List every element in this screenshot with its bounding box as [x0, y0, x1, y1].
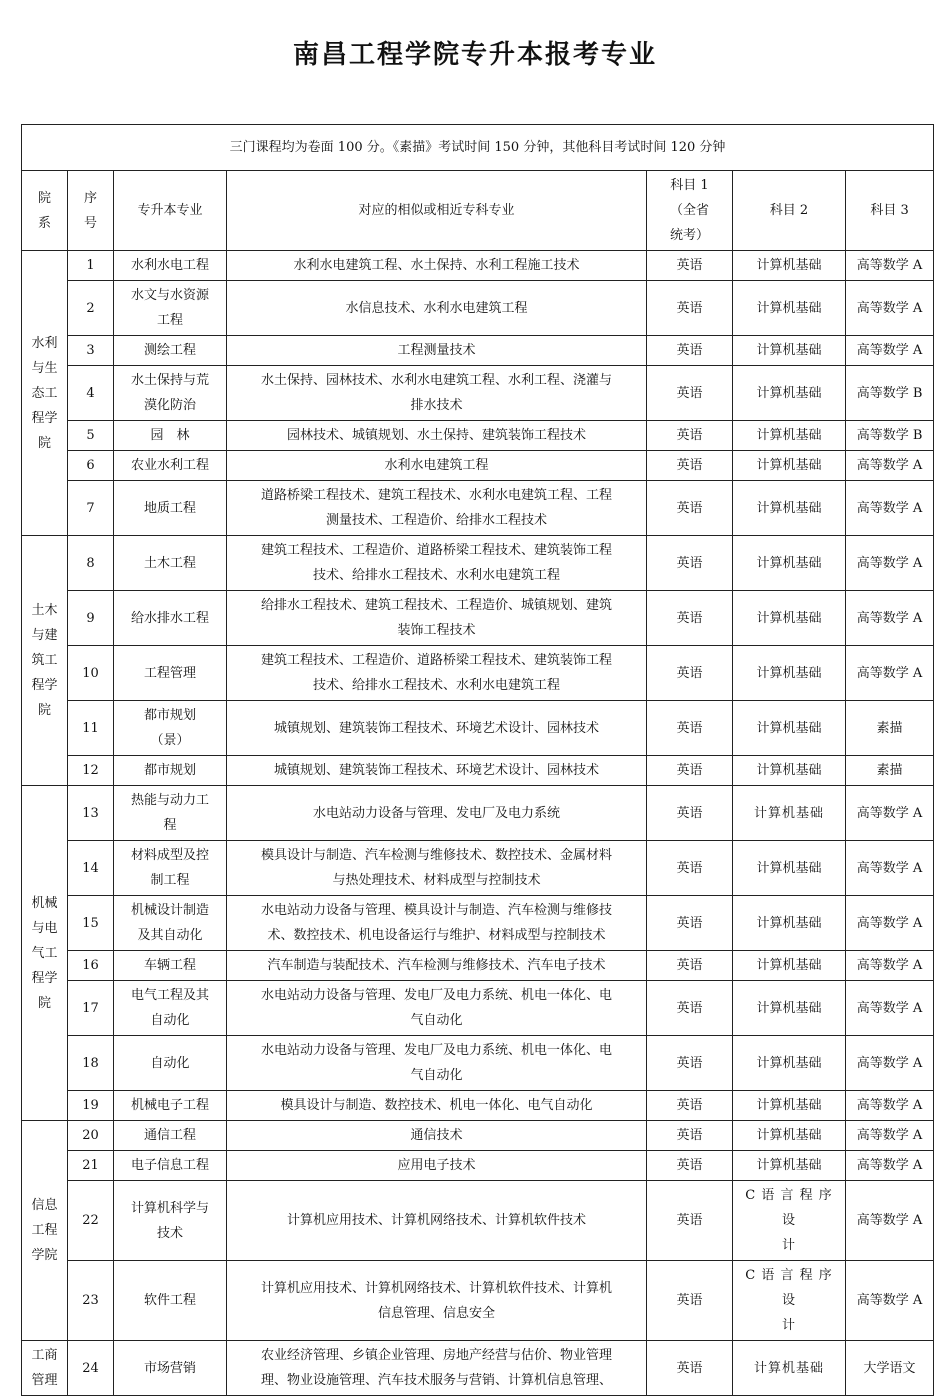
subject-2: 计算机基础 [733, 336, 846, 366]
subject-1: 英语 [647, 981, 733, 1036]
department-name: 机械 与电 气工 程学 院 [22, 786, 68, 1121]
page-title: 南昌工程学院专升本报考专业 [292, 40, 657, 70]
major-name: 电气工程及其 自动化 [114, 981, 227, 1036]
major-name: 自动化 [114, 1036, 227, 1091]
major-name: 市场营销 [114, 1341, 227, 1396]
major-name: 软件工程 [114, 1261, 227, 1341]
subject-1: 英语 [647, 1091, 733, 1121]
table-row [22, 536, 934, 591]
row-number: 18 [68, 1036, 114, 1091]
table-row [22, 481, 934, 536]
subject-3: 高等数学 A [846, 451, 934, 481]
row-number: 7 [68, 481, 114, 536]
row-number: 24 [68, 1341, 114, 1396]
header-dept: 院 系 [22, 171, 68, 251]
table-row [22, 951, 934, 981]
subject-1: 英语 [647, 951, 733, 981]
subject-2: 计算机基础 [733, 646, 846, 701]
row-number: 4 [68, 366, 114, 421]
subject-2: 计算机基础 [733, 981, 846, 1036]
subject-3: 高等数学 A [846, 1181, 934, 1261]
major-name: 园 林 [114, 421, 227, 451]
subject-2: 计算机基础 [733, 1121, 846, 1151]
header-num: 序 号 [68, 171, 114, 251]
row-number: 20 [68, 1121, 114, 1151]
subject-1: 英语 [647, 281, 733, 336]
table-row [22, 421, 934, 451]
row-number: 15 [68, 896, 114, 951]
subject-3: 高等数学 A [846, 281, 934, 336]
subject-1: 英语 [647, 786, 733, 841]
related-majors: 给排水工程技术、建筑工程技术、工程造价、城镇规划、建筑 装饰工程技术 [227, 591, 647, 646]
subject-1: 英语 [647, 1181, 733, 1261]
subject-3: 大学语文 [846, 1341, 934, 1396]
major-name: 热能与动力工 程 [114, 786, 227, 841]
major-name: 材料成型及控 制工程 [114, 841, 227, 896]
row-number: 10 [68, 646, 114, 701]
row-number: 23 [68, 1261, 114, 1341]
row-number: 22 [68, 1181, 114, 1261]
table-row [22, 366, 934, 421]
subject-2: 计算机基础 [733, 591, 846, 646]
subject-2: 计算机基础 [733, 281, 846, 336]
major-name: 工程管理 [114, 646, 227, 701]
major-name: 计算机科学与 技术 [114, 1181, 227, 1261]
subject-2: 计算机基础 [733, 896, 846, 951]
row-number: 17 [68, 981, 114, 1036]
subject-1: 英语 [647, 251, 733, 281]
majors-table [21, 124, 934, 1396]
major-name: 机械电子工程 [114, 1091, 227, 1121]
subject-1: 英语 [647, 756, 733, 786]
related-majors: 工程测量技术 [227, 336, 647, 366]
table-row [22, 451, 934, 481]
table-row [22, 896, 934, 951]
subject-3: 高等数学 A [846, 1121, 934, 1151]
subject-3: 高等数学 A [846, 251, 934, 281]
header-subject-1: 科目 1 （全省 统考） [647, 171, 733, 251]
table-row [22, 981, 934, 1036]
subject-1: 英语 [647, 1036, 733, 1091]
subject-1: 英语 [647, 336, 733, 366]
subject-2: 计算机基础 [733, 1036, 846, 1091]
subject-3: 高等数学 A [846, 336, 934, 366]
subject-3: 高等数学 A [846, 591, 934, 646]
subject-3: 高等数学 B [846, 366, 934, 421]
subject-1: 英语 [647, 366, 733, 421]
header-major: 专升本专业 [114, 171, 227, 251]
subject-3: 高等数学 A [846, 786, 934, 841]
major-name: 通信工程 [114, 1121, 227, 1151]
row-number: 3 [68, 336, 114, 366]
row-number: 21 [68, 1151, 114, 1181]
subject-2: 计算机基础 [733, 421, 846, 451]
exam-note: 三门课程均为卷面 100 分。《素描》考试时间 150 分钟，其他科目考试时间 120 分钟 [22, 125, 934, 171]
row-number: 12 [68, 756, 114, 786]
table-row [22, 251, 934, 281]
row-number: 1 [68, 251, 114, 281]
subject-2: 计算机基础 [733, 841, 846, 896]
subject-3: 素描 [846, 756, 934, 786]
subject-3: 高等数学 A [846, 896, 934, 951]
related-majors: 模具设计与制造、汽车检测与维修技术、数控技术、金属材料 与热处理技术、材料成型与控制技术 [227, 841, 647, 896]
subject-1: 英语 [647, 896, 733, 951]
subject-2: 计算机基础 [733, 1151, 846, 1181]
subject-2: 计算机基础 [733, 756, 846, 786]
table-row [22, 591, 934, 646]
related-majors: 水电站动力设备与管理、发电厂及电力系统、机电一体化、电 气自动化 [227, 1036, 647, 1091]
table-row [22, 1341, 934, 1396]
row-number: 5 [68, 421, 114, 451]
major-name: 土木工程 [114, 536, 227, 591]
major-name: 水利水电工程 [114, 251, 227, 281]
subject-2: 计算机基础 [733, 701, 846, 756]
related-majors: 汽车制造与装配技术、汽车检测与维修技术、汽车电子技术 [227, 951, 647, 981]
row-number: 6 [68, 451, 114, 481]
row-number: 11 [68, 701, 114, 756]
related-majors: 水利水电建筑工程、水土保持、水利工程施工技术 [227, 251, 647, 281]
row-number: 13 [68, 786, 114, 841]
subject-1: 英语 [647, 701, 733, 756]
department-name: 工商 管理 [22, 1341, 68, 1396]
table-row [22, 1036, 934, 1091]
subject-3: 高等数学 A [846, 1091, 934, 1121]
major-name: 机械设计制造 及其自动化 [114, 896, 227, 951]
table-row [22, 1091, 934, 1121]
major-name: 电子信息工程 [114, 1151, 227, 1181]
row-number: 14 [68, 841, 114, 896]
table-row [22, 701, 934, 756]
related-majors: 模具设计与制造、数控技术、机电一体化、电气自动化 [227, 1091, 647, 1121]
table-row [22, 1181, 934, 1261]
major-name: 都市规划 （景） [114, 701, 227, 756]
related-majors: 水信息技术、水利水电建筑工程 [227, 281, 647, 336]
subject-3: 高等数学 A [846, 841, 934, 896]
subject-3: 高等数学 A [846, 536, 934, 591]
subject-1: 英语 [647, 421, 733, 451]
subject-1: 英语 [647, 536, 733, 591]
subject-2: C 语 言 程 序 设 计 [733, 1261, 846, 1341]
related-majors: 园林技术、城镇规划、水土保持、建筑装饰工程技术 [227, 421, 647, 451]
related-majors: 水利水电建筑工程 [227, 451, 647, 481]
department-name: 水利 与生 态工 程学 院 [22, 251, 68, 536]
subject-2: 计算机基础 [733, 366, 846, 421]
related-majors: 水电站动力设备与管理、发电厂及电力系统、机电一体化、电 气自动化 [227, 981, 647, 1036]
header-row [22, 171, 934, 251]
table-row [22, 1261, 934, 1341]
table-row [22, 336, 934, 366]
related-majors: 计算机应用技术、计算机网络技术、计算机软件技术 [227, 1181, 647, 1261]
subject-1: 英语 [647, 591, 733, 646]
major-name: 农业水利工程 [114, 451, 227, 481]
subject-2: 计算机基础 [733, 536, 846, 591]
subject-2: C 语 言 程 序 设 计 [733, 1181, 846, 1261]
table-row [22, 646, 934, 701]
department-name: 信息 工程 学院 [22, 1121, 68, 1341]
major-name: 水土保持与荒 漠化防治 [114, 366, 227, 421]
subject-3: 高等数学 A [846, 951, 934, 981]
related-majors: 通信技术 [227, 1121, 647, 1151]
subject-3: 高等数学 A [846, 646, 934, 701]
department-name: 土木 与建 筑工 程学 院 [22, 536, 68, 786]
major-name: 都市规划 [114, 756, 227, 786]
row-number: 8 [68, 536, 114, 591]
row-number: 2 [68, 281, 114, 336]
note-row [22, 125, 934, 171]
table-row [22, 756, 934, 786]
table-row [22, 841, 934, 896]
subject-2: 计算机基础 [733, 481, 846, 536]
subject-3: 高等数学 A [846, 1036, 934, 1091]
subject-1: 英语 [647, 451, 733, 481]
subject-1: 英语 [647, 1151, 733, 1181]
subject-3: 素描 [846, 701, 934, 756]
subject-1: 英语 [647, 1341, 733, 1396]
related-majors: 水电站动力设备与管理、发电厂及电力系统 [227, 786, 647, 841]
subject-3: 高等数学 A [846, 1261, 934, 1341]
subject-2: 计算机基础 [733, 251, 846, 281]
related-majors: 城镇规划、建筑装饰工程技术、环境艺术设计、园林技术 [227, 756, 647, 786]
major-name: 测绘工程 [114, 336, 227, 366]
subject-3: 高等数学 B [846, 421, 934, 451]
related-majors: 农业经济管理、乡镇企业管理、房地产经营与估价、物业管理 理、物业设施管理、汽车技术服务与营销、计算机信息管理、 [227, 1341, 647, 1396]
related-majors: 水电站动力设备与管理、模具设计与制造、汽车检测与维修技 术、数控技术、机电设备运行与维护、材料成型与控制技术 [227, 896, 647, 951]
table-row [22, 1151, 934, 1181]
subject-1: 英语 [647, 481, 733, 536]
row-number: 9 [68, 591, 114, 646]
major-name: 给水排水工程 [114, 591, 227, 646]
subject-3: 高等数学 A [846, 1151, 934, 1181]
subject-2: 计算机基础 [733, 1091, 846, 1121]
related-majors: 建筑工程技术、工程造价、道路桥梁工程技术、建筑装饰工程 技术、给排水工程技术、水利水电建筑工程 [227, 536, 647, 591]
related-majors: 计算机应用技术、计算机网络技术、计算机软件技术、计算机 信息管理、信息安全 [227, 1261, 647, 1341]
related-majors: 城镇规划、建筑装饰工程技术、环境艺术设计、园林技术 [227, 701, 647, 756]
related-majors: 道路桥梁工程技术、建筑工程技术、水利水电建筑工程、工程 测量技术、工程造价、给排水工程技术 [227, 481, 647, 536]
table-row [22, 786, 934, 841]
subject-2: 计算机基础 [733, 451, 846, 481]
related-majors: 水土保持、园林技术、水利水电建筑工程、水利工程、浇灌与 排水技术 [227, 366, 647, 421]
subject-1: 英语 [647, 841, 733, 896]
subject-1: 英语 [647, 646, 733, 701]
related-majors: 应用电子技术 [227, 1151, 647, 1181]
row-number: 16 [68, 951, 114, 981]
header-subject-2: 科目 2 [733, 171, 846, 251]
row-number: 19 [68, 1091, 114, 1121]
table-row [22, 281, 934, 336]
subject-3: 高等数学 A [846, 981, 934, 1036]
header-subject-3: 科目 3 [846, 171, 934, 251]
subject-2: 计算机基础 [733, 951, 846, 981]
major-name: 地质工程 [114, 481, 227, 536]
major-name: 车辆工程 [114, 951, 227, 981]
major-name: 水文与水资源 工程 [114, 281, 227, 336]
subject-2: 计算机基础 [733, 786, 846, 841]
subject-3: 高等数学 A [846, 481, 934, 536]
related-majors: 建筑工程技术、工程造价、道路桥梁工程技术、建筑装饰工程 技术、给排水工程技术、水利水电建筑工程 [227, 646, 647, 701]
subject-2: 计算机基础 [733, 1341, 846, 1396]
header-related: 对应的相似或相近专科专业 [227, 171, 647, 251]
table-row [22, 1121, 934, 1151]
subject-1: 英语 [647, 1121, 733, 1151]
subject-1: 英语 [647, 1261, 733, 1341]
